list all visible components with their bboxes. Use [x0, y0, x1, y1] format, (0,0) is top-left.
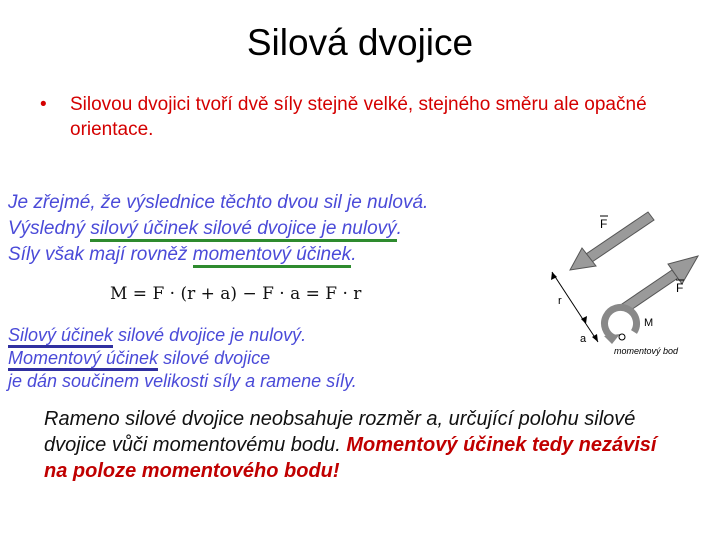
label-f-bottom: F	[676, 281, 684, 295]
bullet-symbol: •	[40, 94, 47, 115]
block1-line2-underlined: silový účinek silové dvojice je nulový	[90, 218, 396, 242]
label-f-top: F	[600, 217, 608, 231]
force-couple-diagram	[530, 200, 710, 370]
block1-line1: Je zřejmé, že výslednice těchto dvou sil je nulová.	[8, 192, 429, 213]
block1-line2-pre: Výsledný	[8, 218, 91, 239]
bullet-text: Silovou dvojici tvoří dvě síly stejně velké, stejného směru ale opačné orientace.	[70, 94, 647, 140]
label-a: a	[580, 333, 587, 345]
block2-line2-post: silové dvojice	[158, 348, 271, 368]
label-r: r	[558, 295, 562, 307]
force-arrow-lower	[622, 256, 698, 312]
scanned-text-block-1	[8, 190, 428, 268]
block2-line3: je dán součinem velikosti síly a ramene síly.	[8, 371, 357, 391]
block1-line2-post: .	[396, 218, 402, 239]
moment-formula: M = F · (r + a) − F · a = F · r	[110, 284, 362, 304]
block2-line2	[8, 347, 357, 370]
block1-line3-post: .	[351, 244, 357, 265]
block1-line2	[8, 216, 428, 242]
label-moment-point: momentový bod	[614, 346, 679, 356]
label-m: M	[644, 317, 654, 329]
slide-title: Silová dvojice	[246, 22, 474, 63]
moment-curve-icon	[605, 307, 637, 338]
block1-line3-pre: Síly však mají rovněž	[8, 244, 193, 265]
block2-line1-underlined: Silový účinek	[8, 325, 113, 348]
block1-line3	[8, 242, 428, 268]
block2-line1	[8, 324, 357, 347]
conclusion-text	[44, 406, 684, 484]
force-arrow-upper	[570, 212, 654, 270]
moment-point-marker	[619, 334, 625, 340]
scanned-text-block-2	[8, 324, 357, 393]
block1-line3-underlined: momentový účinek	[193, 244, 351, 268]
conclusion-normal: Rameno silové dvojice neobsahuje rozměr a, určující polohu silové dvojice vůči momentovému bodu.	[44, 408, 636, 456]
conclusion-highlight: Momentový účinek tedy nezávisí na poloze momentového bodu!	[44, 434, 657, 482]
block2-line1-post: silové dvojice je nulový.	[113, 325, 307, 345]
block2-line2-underlined: Momentový účinek	[8, 348, 158, 371]
